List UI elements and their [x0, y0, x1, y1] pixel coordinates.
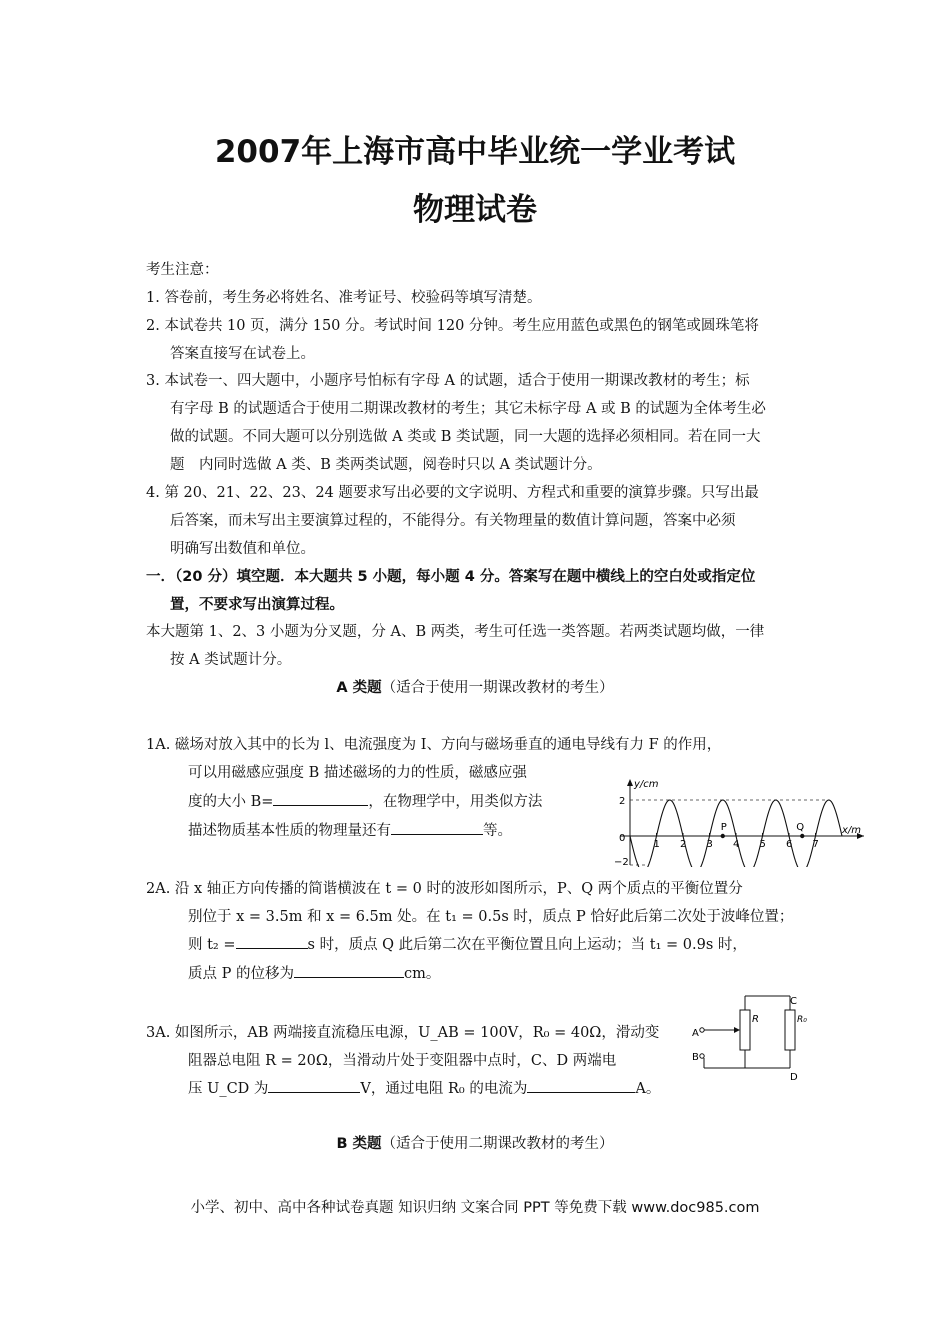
- x-axis-label: x/m: [842, 825, 862, 836]
- x-tick-label: 5: [759, 839, 766, 850]
- question-2a-line: [188, 960, 440, 988]
- point-p-marker: [721, 834, 725, 838]
- answer-blank-2a-t2[interactable]: [236, 932, 308, 949]
- notice-item: 1. 答卷前，考生务必将姓名、准考证号、校验码等填写清楚。: [146, 290, 542, 306]
- q1a-text: ，在物理学中，用类似方法: [368, 794, 543, 810]
- y-axis-arrow: [627, 779, 633, 786]
- section-intro: 本大题第 1、2、3 小题为分叉题，分 A、B 两类，考生可任选一类答题。若两类试题均做，一律: [146, 624, 765, 640]
- q2a-text: cm。: [403, 966, 441, 982]
- y-min-label: −2: [614, 857, 629, 867]
- group-b-note: （适合于使用二期课改教材的考生）: [381, 1136, 614, 1152]
- answer-blank-1a-quantity[interactable]: [391, 818, 483, 835]
- rheostat-r: [740, 1010, 750, 1050]
- x-tick-label: 4: [733, 839, 740, 850]
- notice-item: 做的试题。不同大题可以分别选做 A 类或 B 类试题，同一大题的选择必须相同。若在同一大: [170, 429, 761, 445]
- x-tick-label: 6: [786, 839, 793, 850]
- x-tick-label: 3: [706, 839, 713, 850]
- resistor-r0: [785, 1010, 795, 1050]
- notice-header: 考生注意：: [146, 262, 219, 278]
- notice-item: 4. 第 20、21、22、23、24 题要求写出必要的文字说明、方程式和重要的演算步骤。只写出最: [146, 485, 759, 501]
- q2a-text: 质点 P 的位移为: [188, 966, 294, 982]
- notice-item: 有字母 B 的试题适合于使用二期课改教材的考生；其它未标字母 A 或 B 的试题为全体考生必: [170, 401, 766, 417]
- q2a-text: 则 t₂ =: [188, 937, 236, 953]
- terminal-b: [700, 1054, 704, 1058]
- x-tick-label: 7: [812, 839, 819, 850]
- label-c: C: [790, 996, 797, 1007]
- q3a-text: V，通过电阻 R₀ 的电流为: [360, 1081, 528, 1097]
- point-q-marker: [800, 834, 804, 838]
- page-subtitle: 物理试卷: [413, 192, 537, 228]
- answer-blank-2a-displacement[interactable]: [294, 961, 404, 978]
- notice-item: 明确写出数值和单位。: [170, 541, 315, 557]
- notice-item: 2. 本试卷共 10 页，满分 150 分。考试时间 120 分钟。考生应用蓝色或黑色的钢笔或圆珠笔将: [146, 318, 759, 334]
- question-1a-line: 可以用磁感应强度 B 描述磁场的力的性质，磁感应强: [188, 765, 527, 781]
- notice-item: 题 内同时选做 A 类、B 类两类试题，阅卷时只以 A 类试题计分。: [170, 457, 602, 473]
- q3a-text: A。: [635, 1081, 661, 1097]
- page-title: 2007年上海市高中毕业统一学业考试: [214, 134, 736, 170]
- section-intro: 按 A 类试题计分。: [170, 652, 292, 668]
- question-2a-line: 别位于 x = 3.5m 和 x = 6.5m 处。在 t₁ = 0.5s 时，质点 P 恰好此后第二次处于波峰位置；: [188, 909, 794, 925]
- label-r0: R₀: [797, 1015, 807, 1025]
- point-p-label: P: [720, 822, 727, 833]
- question-3a-line: 阻器总电阻 R = 20Ω，当滑动片处于变阻器中点时，C、D 两端电: [188, 1053, 617, 1069]
- answer-blank-3a-current[interactable]: [527, 1076, 635, 1093]
- group-b-heading: [0, 1130, 950, 1158]
- q2a-text: s 时，质点 Q 此后第二次在平衡位置且向上运动；当 t₁ = 0.9s 时，: [307, 937, 747, 953]
- section-heading: 一．（20 分）填空题．本大题共 5 小题，每小题 4 分。答案写在题中横线上的空白处或指定位: [146, 569, 756, 585]
- notice-item: 答案直接写在试卷上。: [170, 346, 315, 362]
- group-a-heading: [0, 674, 950, 702]
- question-2a-line: [188, 931, 747, 959]
- q1a-text: 度的大小 B=: [188, 794, 274, 810]
- group-b-label: B 类题: [336, 1136, 382, 1152]
- terminal-a: [700, 1028, 704, 1032]
- question-1a-line: 1A. 磁场对放入其中的长为 l、电流强度为 I、方向与磁场垂直的通电导线有力 F 的作用，: [146, 737, 722, 753]
- wave-figure: [606, 775, 870, 867]
- point-q-label: Q: [796, 822, 805, 833]
- label-b: B: [692, 1052, 699, 1063]
- answer-blank-1a-b[interactable]: [273, 789, 368, 806]
- y-max-label: 2: [619, 796, 626, 807]
- answer-blank-3a-ucd[interactable]: [268, 1076, 360, 1093]
- slider-arrow: [734, 1027, 740, 1033]
- label-d: D: [790, 1072, 798, 1082]
- q1a-text: 等。: [483, 823, 512, 839]
- question-1a-line: [188, 817, 512, 845]
- notice-item: 3. 本试卷一、四大题中，小题序号怕标有字母 A 的试题，适合于使用一期课改教材的考生；标: [146, 373, 750, 389]
- question-2a-line: 2A. 沿 x 轴正方向传播的简谐横波在 t = 0 时的波形如图所示，P、Q 两个质点的平衡位置分: [146, 881, 743, 897]
- x-tick-label: 1: [653, 839, 660, 850]
- circuit-figure: [690, 990, 810, 1082]
- notice-item: 后答案，而未写出主要演算过程的，不能得分。有关物理量的数值计算问题，答案中必须: [170, 513, 736, 529]
- origin-label: 0: [619, 833, 626, 844]
- q3a-text: 压 U_CD 为: [188, 1081, 269, 1097]
- label-a: A: [692, 1028, 699, 1039]
- section-heading: 置，不要求写出演算过程。: [170, 597, 344, 613]
- y-axis-label: y/cm: [634, 779, 659, 790]
- group-a-note: （适合于使用一期课改教材的考生）: [381, 680, 614, 696]
- x-tick-label: 2: [680, 839, 687, 850]
- question-3a-line: [188, 1075, 660, 1103]
- question-1a-line: [188, 788, 542, 816]
- label-r: R: [752, 1014, 759, 1025]
- group-a-label: A 类题: [336, 680, 382, 696]
- page-footer: 小学、初中、高中各种试卷真题 知识归纳 文案合同 PPT 等免费下载 www.doc985.com: [190, 1200, 760, 1216]
- q1a-text: 描述物质基本性质的物理量还有: [188, 823, 391, 839]
- question-3a-line: 3A. 如图所示，AB 两端接直流稳压电源，U_AB = 100V，R₀ = 40Ω，滑动变: [146, 1025, 660, 1041]
